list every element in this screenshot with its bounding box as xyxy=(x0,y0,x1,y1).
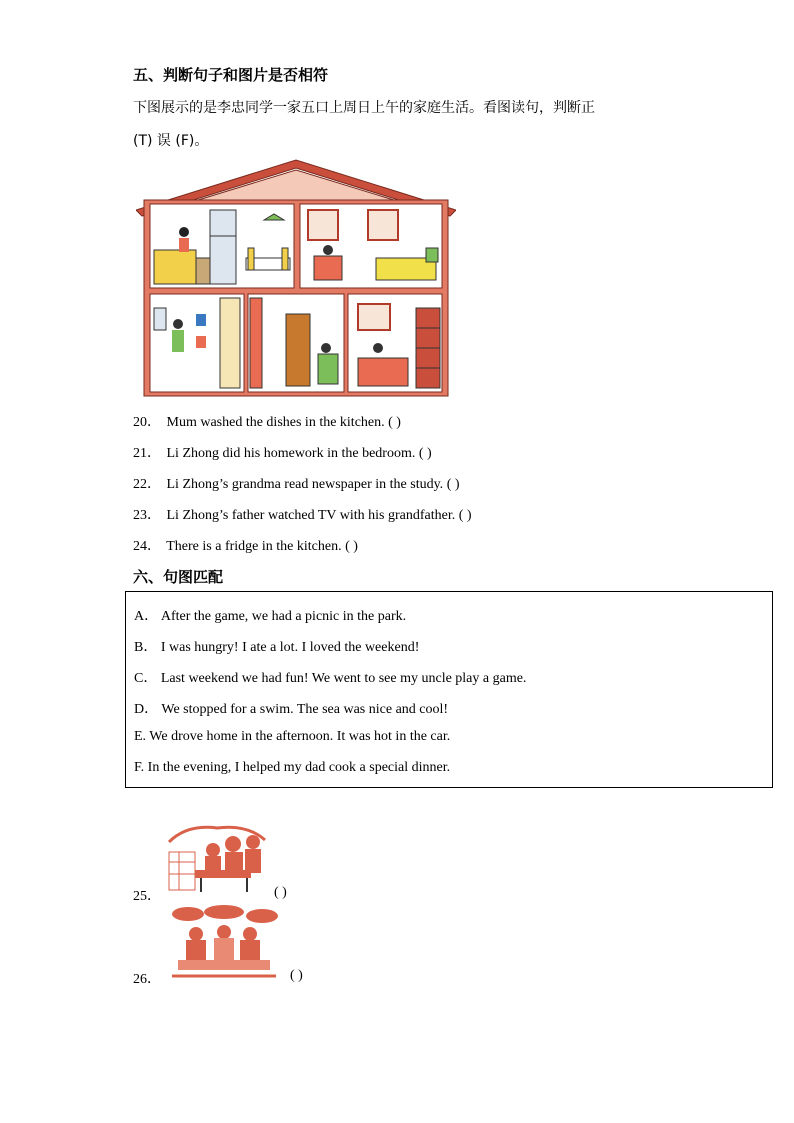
question-number: 23． xyxy=(133,508,161,523)
section-5-title: 五、判断句子和图片是否相符 xyxy=(133,66,329,84)
answer-blank[interactable]: ( ) xyxy=(418,446,432,461)
match-25-blank[interactable]: ( ) xyxy=(274,885,287,900)
option-e: E. We drove home in the afternoon. It was hot in the car. xyxy=(134,729,451,744)
answer-blank[interactable]: ( ) xyxy=(388,415,401,430)
question-text: Li Zhong did his homework in the bedroom. xyxy=(166,446,416,461)
house-illustration xyxy=(136,158,456,398)
answer-blank[interactable]: ( ) xyxy=(345,539,358,554)
section-6-title: 六、句图匹配 xyxy=(133,568,224,586)
option-b: B． I was hungry! I ate a lot. I loved the weekend! xyxy=(134,640,420,655)
option-c: C． Last weekend we had fun! We went to see my uncle play a game. xyxy=(134,671,527,686)
question-text: Li Zhong’s grandma read newspaper in the study. xyxy=(166,477,444,492)
question-24 xyxy=(133,535,358,555)
answer-blank[interactable]: ( ) xyxy=(458,508,472,523)
match-25-number: 25． xyxy=(133,889,161,904)
options-box xyxy=(125,591,773,788)
section-5-intro-line2: (T) 误 (F)。 xyxy=(133,133,209,149)
match-26-blank[interactable]: ( ) xyxy=(290,968,303,983)
answer-blank[interactable]: ( ) xyxy=(446,477,460,492)
match-26-number: 26． xyxy=(133,972,161,987)
question-number: 21． xyxy=(133,446,161,461)
question-22 xyxy=(133,473,460,493)
section-5-intro-line1: 下图展示的是李忠同学一家五口上周日上午的家庭生活。看图读句，判断正 xyxy=(133,100,595,116)
question-number: 22． xyxy=(133,477,161,492)
dinner-picture xyxy=(168,904,280,980)
option-a: A． After the game, we had a picnic in the park. xyxy=(134,609,407,624)
question-text: There is a fridge in the kitchen. xyxy=(166,539,342,554)
option-d: D． We stopped for a swim. The sea was nice and cool! xyxy=(134,702,449,717)
question-20 xyxy=(133,411,401,431)
question-21 xyxy=(133,442,432,462)
question-23 xyxy=(133,504,472,524)
question-text: Mum washed the dishes in the kitchen. xyxy=(166,415,385,430)
question-number: 20． xyxy=(133,415,161,430)
question-text: Li Zhong’s father watched TV with his grandfather. xyxy=(166,508,456,523)
question-number: 24． xyxy=(133,539,161,554)
picnic-picture xyxy=(167,822,267,894)
option-f: F. In the evening, I helped my dad cook a special dinner. xyxy=(134,760,451,775)
